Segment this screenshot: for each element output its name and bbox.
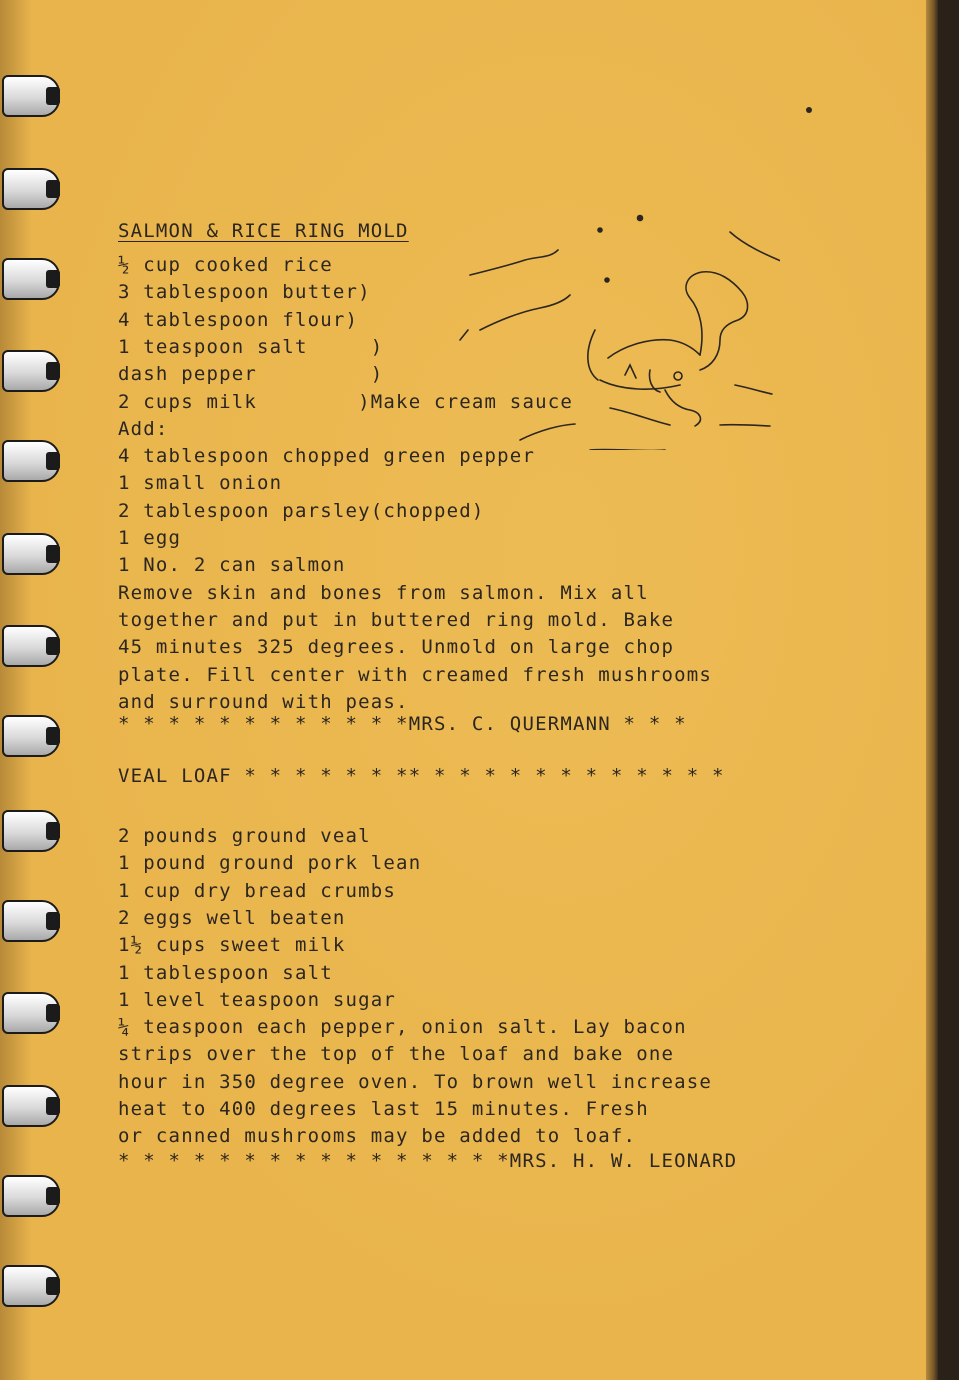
spiral-binding-ring-icon xyxy=(2,810,66,852)
recipe-line: heat to 400 degrees last 15 minutes. Fresh xyxy=(118,1098,649,1120)
recipe-line: 4 tablespoon chopped green pepper xyxy=(118,445,536,468)
recipe-line: hour in 350 degree oven. To brown well increase xyxy=(118,1070,713,1093)
recipe-salmon xyxy=(118,220,818,735)
recipe-line: plate. Fill center with creamed fresh mushrooms xyxy=(118,663,713,686)
spiral-binding-ring-icon xyxy=(2,625,66,667)
recipe-line: ¼ teaspoon each pepper, onion salt. Lay bacon xyxy=(118,1016,687,1039)
recipe-line: or canned mushrooms may be added to loaf. xyxy=(118,1125,637,1148)
recipe-line: 1 egg xyxy=(118,527,182,549)
recipe-line: 1 teaspoon salt ) xyxy=(118,335,384,358)
ink-speck xyxy=(806,107,812,113)
spiral-binding-ring-icon xyxy=(2,168,66,210)
recipe-line: 2 tablespoon parsley(chopped) xyxy=(118,499,485,522)
recipe-line: 4 tablespoon flour) xyxy=(118,308,359,331)
recipe-line: strips over the top of the loaf and bake one xyxy=(118,1043,675,1066)
recipe-line: 2 cups milk )Make cream sauce xyxy=(118,390,574,413)
spiral-binding-ring-icon xyxy=(2,258,66,300)
recipe-line: Add: xyxy=(118,417,169,440)
recipe-line: 3 tablespoon butter) xyxy=(118,281,371,304)
recipe-line: 1 level teaspoon sugar xyxy=(118,988,397,1011)
spiral-binding-ring-icon xyxy=(2,715,66,757)
recipe-title: VEAL LOAF * * * * * * ** * * * * * * * * * * * * xyxy=(118,765,725,787)
recipe-line: 1 tablespoon salt xyxy=(118,961,333,984)
recipe-title: SALMON & RICE RING MOLD xyxy=(118,220,409,242)
spiral-binding-ring-icon xyxy=(2,533,66,575)
recipe-veal-loaf xyxy=(118,765,818,1172)
spiral-binding-ring-icon xyxy=(2,1175,66,1217)
recipe-line: ½ cup cooked rice xyxy=(118,254,333,276)
recipe-credit: * * * * * * * * * * * *MRS. C. QUERMANN * * * xyxy=(118,713,687,735)
spiral-binding-ring-icon xyxy=(2,1265,66,1307)
recipe-line: Remove skin and bones from salmon. Mix all xyxy=(118,581,649,604)
spiral-binding-ring-icon xyxy=(2,440,66,482)
recipe-line: 2 pounds ground veal xyxy=(118,825,371,847)
page-stack-edge xyxy=(926,0,938,1380)
recipe-line: 1 pound ground pork lean xyxy=(118,852,422,875)
recipe-line: 45 minutes 325 degrees. Unmold on large chop xyxy=(118,636,675,659)
recipe-line: 1 No. 2 can salmon xyxy=(118,554,346,577)
recipe-line: and surround with peas. xyxy=(118,690,409,713)
spiral-binding-ring-icon xyxy=(2,1085,66,1127)
recipe-credit: * * * * * * * * * * * * * * * *MRS. H. W. LEONARD xyxy=(118,1150,738,1172)
spiral-binding-ring-icon xyxy=(2,992,66,1034)
recipe-line: 1 cup dry bread crumbs xyxy=(118,879,397,902)
spiral-binding-ring-icon xyxy=(2,350,66,392)
spiral-binding-ring-icon xyxy=(2,900,66,942)
spiral-binding-ring-icon xyxy=(2,75,66,117)
recipe-line: together and put in buttered ring mold. Bake xyxy=(118,608,675,631)
recipe-line: 2 eggs well beaten xyxy=(118,906,346,929)
recipe-line: 1½ cups sweet milk xyxy=(118,934,346,957)
recipe-line: dash pepper ) xyxy=(118,363,384,386)
recipe-line: 1 small onion xyxy=(118,472,283,495)
